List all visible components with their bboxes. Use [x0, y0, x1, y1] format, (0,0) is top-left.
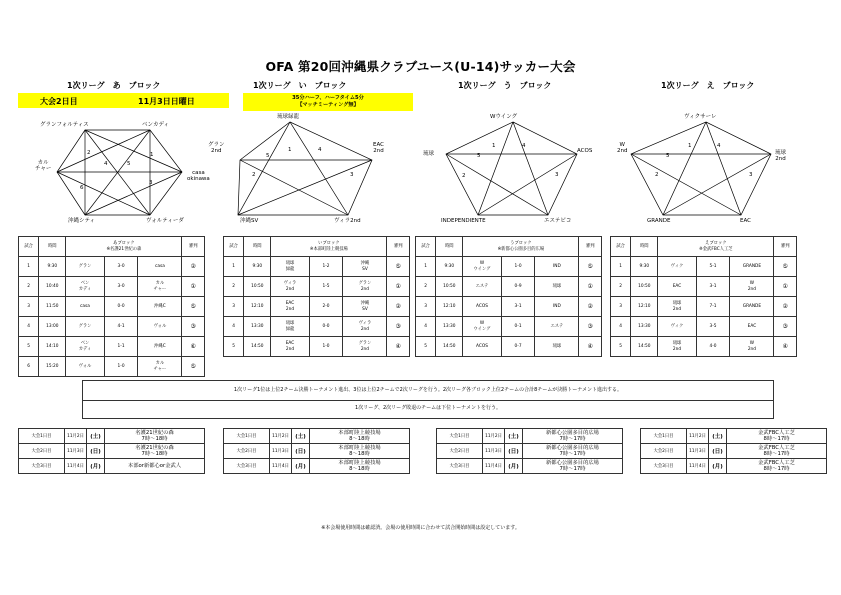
diagram-e-num: 2 [655, 172, 659, 178]
diagram-u-num: 4 [522, 143, 526, 149]
diagram-e-num: 4 [717, 143, 721, 149]
diagram-a-num: 6 [80, 185, 84, 191]
table-row: 5 14:50 ACOS 0-7 琉球 ④ [416, 337, 602, 357]
team-label: ヴォルティーダ [146, 218, 184, 224]
team-label: W 2nd [617, 142, 628, 154]
diagram-i-num: 2 [252, 172, 256, 178]
date-label: 11月3日日曜日 [138, 97, 195, 106]
venue-table-3 [436, 428, 623, 474]
team-label: EAC 2nd [373, 142, 384, 154]
table-row: 大会3日目 11月4日 (月) 本部or新都心or金武人 [19, 459, 205, 474]
team-label: ヴィラ2nd [334, 218, 361, 224]
table-row: 3 12:10 EAC 2nd 2-0 沖縄 SV ② [224, 297, 410, 317]
team-label: 沖縄シティ [68, 218, 96, 224]
team-label: 琉球 [423, 151, 435, 157]
diagram-a-num: 4 [104, 161, 108, 167]
diagram-u-num: 3 [555, 172, 559, 178]
table-row: 6 15:20 ヴォル 1-0 カル チャー ⑤ [19, 357, 205, 377]
table-row: 4 13:30 W ウイング 0-1 エステ ③ [416, 317, 602, 337]
diagram-a-num: 5 [127, 161, 131, 167]
table-row: 大会1日目 11月2日 (土) 新都心公園多目的広場 7時～17時 [437, 429, 623, 444]
block-e-heading: 1次リーグ え ブロック [661, 81, 755, 90]
schedule-table-e [610, 236, 797, 357]
diagram-i-num: 3 [350, 172, 354, 178]
team-label: ヴィクサーレ [684, 114, 717, 120]
venue-table-4 [640, 428, 827, 474]
diagram-u-num: 5 [477, 153, 481, 159]
team-label: Wウイング [490, 114, 518, 120]
venue-table-1 [18, 428, 205, 474]
table-row: 大会1日目 11月2日 (土) 本部町陸上競技場 8～18時 [224, 429, 410, 444]
table-row: 大会2日目 11月3日 (日) 金武FBC人工芝 8時～17時 [641, 444, 827, 459]
block-a-heading: 1次リーグ あ ブロック [67, 81, 161, 90]
team-label: casa okinawa [187, 170, 210, 182]
diagram-i-num: 4 [318, 147, 322, 153]
table-row: 大会1日目 11月2日 (土) 名護21世紀の森 7時～18時 [19, 429, 205, 444]
team-label: グランフォルティス [40, 122, 89, 128]
col-header-time: 時間 [39, 237, 66, 257]
rule-line-2: 【マッチミーティング無】 [297, 102, 359, 108]
team-label: 琉球緑龍 [277, 114, 300, 120]
table-row: 大会1日目 11月2日 (土) 金武FBC人工芝 8時～17時 [641, 429, 827, 444]
table-row: 2 10:50 EAC 3-1 W 2nd ① [611, 277, 797, 297]
col-header-no: 試合 [224, 237, 244, 257]
table-row: 1 9:30 グラン 3-0 casa ② [19, 257, 205, 277]
schedule-table-u [415, 236, 602, 357]
diagram-u-num: 2 [462, 173, 466, 179]
table-row: 3 12:10 琉球 2nd 7-1 GRANDE ② [611, 297, 797, 317]
table-row: 1 9:30 W ウイング 1-0 IND ⑤ [416, 257, 602, 277]
table-row: 大会3日目 11月4日 (月) 本部町陸上競技場 8～18時 [224, 459, 410, 474]
col-header-ref: 審判 [387, 237, 410, 257]
table-row: 5 14:50 琉球 2nd 4-0 W 2nd ④ [611, 337, 797, 357]
team-label: EAC [740, 218, 751, 224]
table-row: 大会2日目 11月3日 (日) 名護21世紀の森 7時～18時 [19, 444, 205, 459]
team-label: カル チャー [35, 160, 52, 172]
col-header-block: えブロック ※金武FBC人工芝 [658, 237, 774, 257]
table-row: 2 10:50 ヴィラ 2nd 1-5 グラン 2nd ① [224, 277, 410, 297]
table-row: 3 11:50 casa 0-0 沖縄C ⑤ [19, 297, 205, 317]
col-header-no: 試合 [19, 237, 39, 257]
team-label: ACOS [577, 148, 593, 154]
diagram-i-num: 5 [266, 153, 270, 159]
rule-line-1: 35分ハーフ、ハーフタイム5分 [292, 95, 364, 101]
col-header-ref: 審判 [182, 237, 205, 257]
col-header-no: 試合 [611, 237, 631, 257]
table-row: 4 13:30 ヴィク 3-5 EAC ③ [611, 317, 797, 337]
diagram-e-num: 5 [666, 153, 670, 159]
table-row: 4 13:00 グラン 4-1 ヴォル ③ [19, 317, 205, 337]
col-header-time: 時間 [436, 237, 463, 257]
team-label: ベンカディ [142, 122, 170, 128]
col-header-block: うブロック ※新都心公園多目的広場 [463, 237, 579, 257]
page-title: OFA 第20回沖縄県クラブユース(U-14)サッカー大会 [265, 59, 576, 74]
block-u-heading: 1次リーグ う ブロック [458, 81, 552, 90]
diagram-i-num: 1 [288, 147, 292, 153]
table-row: 5 14:10 ベン カディ 1-1 沖縄C ⑥ [19, 337, 205, 357]
table-row: 1 9:30 琉球 緑龍 1-2 沖縄 SV ⑤ [224, 257, 410, 277]
diagram-a-num: 3 [149, 180, 153, 186]
table-row: 大会3日目 11月4日 (月) 金武FBC人工芝 8時～17時 [641, 459, 827, 474]
schedule-table-a [18, 236, 205, 377]
col-header-block: あブロック ※名護21世紀の森 [66, 237, 182, 257]
table-row: 4 13:30 琉球 緑龍 0-0 ヴィラ 2nd ③ [224, 317, 410, 337]
diagram-a-num: 2 [87, 150, 91, 156]
diagram-u-num: 1 [492, 143, 496, 149]
col-header-block: いブロック ※本部町陸上競技場 [271, 237, 387, 257]
table-row: 2 10:50 エステ 0-9 琉球 ① [416, 277, 602, 297]
col-header-time: 時間 [631, 237, 658, 257]
table-row: 大会2日目 11月3日 (日) 新都心公園多目的広場 7時～17時 [437, 444, 623, 459]
col-header-time: 時間 [244, 237, 271, 257]
table-row: 2 10:40 ベン カディ 3-0 カル チャー ① [19, 277, 205, 297]
table-row: 大会2日目 11月3日 (日) 本部町陸上競技場 8～18時 [224, 444, 410, 459]
team-label: GRANDE [647, 218, 671, 224]
schedule-table-i [223, 236, 410, 357]
footer-note: ※本会場使用時間は確認済。会場の使用時間に合わせて試合開始時間は設定しています。 [321, 525, 520, 531]
diagram-e-num: 1 [688, 143, 692, 149]
note-advance: 1次リーグ1位は上位2チーム決勝トーナメント進出、3位は上位2チームで2次リーグを行う。2次リーグ各ブロック上位2チームの合計8チームが決勝トーナメント進出する。 [82, 380, 774, 401]
day-label: 大会2日目 [40, 97, 78, 106]
diagram-e-num: 3 [749, 172, 753, 178]
table-row: 5 14:50 EAC 2nd 1-0 グラン 2nd ④ [224, 337, 410, 357]
col-header-ref: 審判 [579, 237, 602, 257]
team-label: 沖縄SV [240, 218, 259, 224]
col-header-ref: 審判 [774, 237, 797, 257]
diagram-a-num: 1 [150, 152, 154, 158]
venue-table-2 [223, 428, 410, 474]
team-label: 琉球 2nd [775, 150, 787, 162]
block-i-heading: 1次リーグ い ブロック [253, 81, 347, 90]
table-row: 1 9:30 ヴィク 5-1 GRANDE ⑤ [611, 257, 797, 277]
table-row: 大会3日目 11月4日 (月) 新都心公園多目的広場 7時～17時 [437, 459, 623, 474]
col-header-no: 試合 [416, 237, 436, 257]
table-row: 3 12:10 ACOS 3-1 IND ② [416, 297, 602, 317]
team-label: グラン 2nd [208, 142, 225, 154]
team-label: INDEPENDIENTE [441, 218, 486, 224]
team-label: エステピコ [544, 218, 572, 224]
note-lower: 1次リーグ、2次リーグ敗退のチームは下位トーナメントを行う。 [82, 399, 774, 419]
